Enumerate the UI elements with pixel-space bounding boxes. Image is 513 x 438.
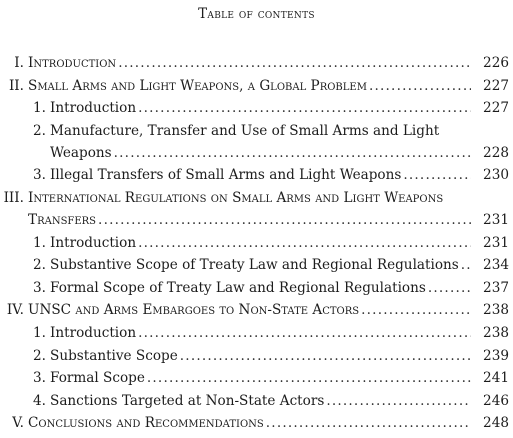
toc-entry-number: I. bbox=[14, 55, 24, 71]
toc-entry-iii-introduction[interactable] bbox=[0, 232, 513, 255]
toc-entry-page: 239 bbox=[483, 347, 509, 364]
toc-entry-global-problem[interactable] bbox=[0, 75, 513, 98]
toc-entry-page: 248 bbox=[483, 415, 509, 432]
toc-entry-introduction[interactable] bbox=[0, 52, 513, 75]
toc-entry-page: 227 bbox=[483, 100, 509, 117]
toc-list bbox=[0, 52, 513, 435]
toc-entry-label: Introduction bbox=[50, 234, 137, 251]
dot-leader bbox=[403, 164, 471, 186]
dot-leader bbox=[180, 345, 471, 367]
toc-entry-page: 238 bbox=[483, 324, 509, 341]
toc-entry-number: 3. bbox=[33, 167, 46, 184]
dot-leader bbox=[98, 209, 471, 231]
toc-entry-unsc-arms-embargoes[interactable] bbox=[0, 299, 513, 322]
toc-entry-page: 241 bbox=[483, 370, 509, 387]
toc-entry-label: Small Arms and Light Weapons, a Global Problem bbox=[28, 77, 367, 94]
toc-entry-page: 230 bbox=[483, 167, 509, 184]
dot-leader bbox=[138, 322, 471, 344]
toc-entry-substantive-scope-treaty[interactable] bbox=[0, 254, 513, 277]
toc-entry-page: 231 bbox=[483, 234, 509, 251]
toc-entry-number: 4. bbox=[33, 392, 46, 409]
toc-entry-number: 1. bbox=[33, 324, 46, 341]
toc-entry-label-continued: Transfers bbox=[28, 211, 97, 228]
dot-leader bbox=[461, 254, 471, 276]
toc-entry-label: Substantive Scope bbox=[50, 347, 178, 364]
toc-entry-page: 231 bbox=[483, 211, 509, 228]
dot-leader bbox=[138, 97, 471, 119]
toc-entry-number: 2. bbox=[33, 257, 46, 274]
toc-title: Table of contents bbox=[198, 6, 315, 22]
toc-entry-page: 237 bbox=[483, 279, 509, 296]
toc-entry-label: Substantive Scope of Treaty Law and Regional Regulations bbox=[50, 257, 459, 274]
toc-entry-formal-scope-treaty[interactable] bbox=[0, 277, 513, 300]
toc-entry-label: Formal Scope bbox=[50, 370, 145, 387]
toc-entry-illegal-transfers[interactable] bbox=[0, 164, 513, 187]
toc-entry-number: 2. bbox=[33, 122, 46, 139]
toc-entry-number: V. bbox=[12, 415, 24, 432]
toc-entry-label: Introduction bbox=[50, 324, 137, 341]
toc-entry-ii-introduction[interactable] bbox=[0, 97, 513, 120]
toc-entry-number: III. bbox=[3, 189, 24, 206]
toc-entry-label: Introduction bbox=[50, 100, 137, 117]
toc-entry-number: 3. bbox=[33, 279, 46, 296]
toc-entry-label: Illegal Transfers of Small Arms and Light Weapons bbox=[50, 167, 402, 184]
dot-leader bbox=[428, 277, 471, 299]
toc-entry-formal-scope[interactable] bbox=[0, 367, 513, 390]
toc-entry-page: 234 bbox=[483, 257, 509, 274]
toc-entry-label: Formal Scope of Treaty Law and Regional Regulations bbox=[50, 279, 426, 296]
dot-leader bbox=[138, 232, 471, 254]
dot-leader bbox=[369, 75, 471, 97]
toc-entry-manufacture-transfer-use[interactable] bbox=[0, 120, 513, 165]
toc-entry-label: Introduction bbox=[28, 55, 117, 71]
toc-entry-label: Conclusions and Recommendations bbox=[28, 415, 264, 432]
toc-entry-page: 226 bbox=[483, 55, 509, 71]
toc-entry-label: Manufacture, Transfer and Use of Small Arms and Light bbox=[50, 122, 440, 139]
toc-entry-number: 1. bbox=[33, 100, 46, 117]
dot-leader bbox=[118, 52, 471, 74]
dot-leader bbox=[147, 367, 471, 389]
toc-entry-label: International Regulations on Small Arms and Light Weapons bbox=[28, 189, 444, 206]
toc-entry-iv-introduction[interactable] bbox=[0, 322, 513, 345]
toc-entry-page: 227 bbox=[483, 77, 509, 94]
toc-entry-number: IV. bbox=[6, 302, 24, 319]
toc-entry-number: 1. bbox=[33, 234, 46, 251]
toc-entry-label-continued: Weapons bbox=[50, 144, 112, 161]
toc-entry-substantive-scope[interactable] bbox=[0, 345, 513, 368]
dot-leader bbox=[266, 412, 471, 434]
toc-entry-number: 2. bbox=[33, 347, 46, 364]
dot-leader bbox=[114, 142, 471, 164]
toc-entry-page: 228 bbox=[483, 144, 509, 161]
toc-entry-label: UNSC and Arms Embargoes to Non-State Actors bbox=[28, 302, 360, 319]
toc-entry-label: Sanctions Targeted at Non-State Actors bbox=[50, 392, 325, 409]
dot-leader bbox=[326, 390, 471, 412]
toc-entry-number: 3. bbox=[33, 370, 46, 387]
toc-entry-page: 246 bbox=[483, 392, 509, 409]
dot-leader bbox=[361, 299, 471, 321]
toc-entry-number: II. bbox=[8, 77, 24, 94]
toc-entry-conclusions[interactable] bbox=[0, 412, 513, 435]
toc-entry-sanctions-targeted[interactable] bbox=[0, 390, 513, 413]
toc-entry-page: 238 bbox=[483, 302, 509, 319]
toc-entry-international-regulations[interactable] bbox=[0, 187, 513, 232]
